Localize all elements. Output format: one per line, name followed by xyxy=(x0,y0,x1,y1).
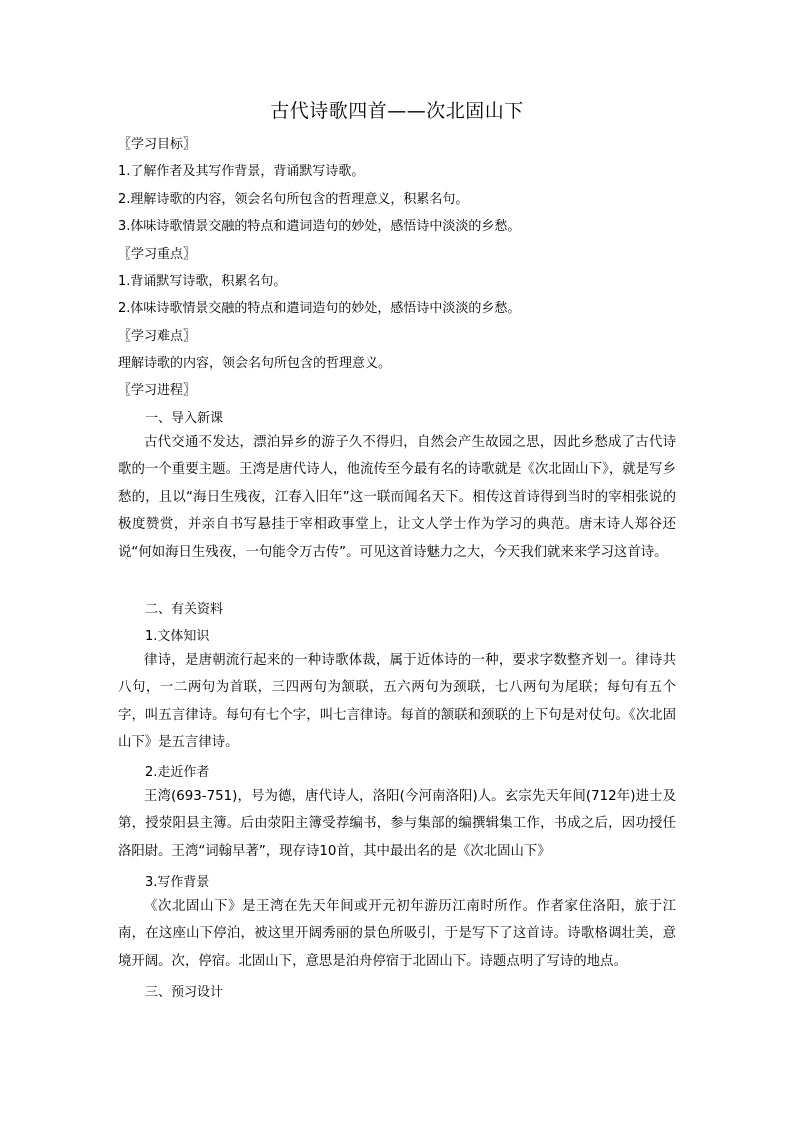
subheading-background: 3.写作背景 xyxy=(145,875,210,890)
subheading-genre: 1.文体知识 xyxy=(145,629,210,644)
section-heading-preview: 三、预习设计 xyxy=(145,985,224,1000)
objective-item-3: 3.体味诗歌情景交融的特点和遣词造句的妙处，感悟诗中淡淡的乡愁。 xyxy=(118,219,521,234)
section-heading-intro: 一、导入新课 xyxy=(145,411,224,426)
key-point-item-2: 2.体味诗歌情景交融的特点和遣词造句的妙处，感悟诗中淡淡的乡愁。 xyxy=(118,301,521,316)
key-point-item-1: 1.背诵默写诗歌，积累名句。 xyxy=(118,274,287,289)
subheading-author: 2.走近作者 xyxy=(145,765,210,780)
genre-paragraph: 律诗，是唐朝流行起来的一种诗歌体裁，属于近体诗的一种，要求字数整齐划一。律诗共八句，一二两句为首联，三四两句为颔联，五六两句为颈联，七八两句为尾联；每句有五个字，叫五言律诗。每句有七个字，叫七言律诗。每首的颔联和颈联的上下句是对仗句。《次北固山下》是五言律诗。 xyxy=(118,653,676,751)
intro-paragraph: 古代交通不发达，漂泊异乡的游子久不得归，自然会产生故园之思，因此乡愁成了古代诗歌的一个重要主题。王湾是唐代诗人，他流传至今最有名的诗歌就是《次北固山下》，就是写乡愁的，且以“海日生残夜，江春入旧年”这一联而闻名天下。相传这首诗得到当时的宰相张说的极度赞赏，并亲自书写悬挂于宰相政事堂上，让文人学士作为学习的典范。唐末诗人郑谷还说“何如海日生残夜，一句能令万古传”。可见这首诗魅力之大，今天我们就来来学习这首诗。 xyxy=(118,435,676,560)
process-header: 〖学习进程〗 xyxy=(118,383,197,398)
background-paragraph: 《次北固山下》是王湾在先天年间或开元初年游历江南时所作。作者家住洛阳，旅于江南，在这座山下停泊，被这里开阔秀丽的景色所吸引，于是写下了这首诗。诗歌格调壮美，意境开阔。次，停宿。北固山下，意思是泊舟停宿于北固山下。诗题点明了写诗的地点。 xyxy=(118,899,676,969)
objectives-header: 〖学习目标〗 xyxy=(118,137,197,152)
difficulty-header: 〖学习难点〗 xyxy=(118,329,197,344)
key-points-header: 〖学习重点〗 xyxy=(118,247,197,262)
author-paragraph: 王湾(693-751)，号为德，唐代诗人，洛阳(今河南洛阳)人。玄宗先天年间(712年)进士及第，授荥阳县主簿。后由荥阳主簿受荐编书，参与集部的编撰辑集工作，书成之后，因功授任洛阳尉。王湾“词翰早著”，现存诗10首，其中最出名的是《次北固山下》 xyxy=(118,789,676,859)
objective-item-1: 1.了解作者及其写作背景，背诵默写诗歌。 xyxy=(118,164,365,179)
page-title: 古代诗歌四首——次北固山下 xyxy=(270,100,524,122)
objective-item-2: 2.理解诗歌的内容，领会名句所包含的哲理意义，积累名句。 xyxy=(118,192,469,207)
difficulty-item-1: 理解诗歌的内容，领会名句所包含的哲理意义。 xyxy=(118,356,392,371)
section-heading-materials: 二、有关资料 xyxy=(145,602,224,617)
